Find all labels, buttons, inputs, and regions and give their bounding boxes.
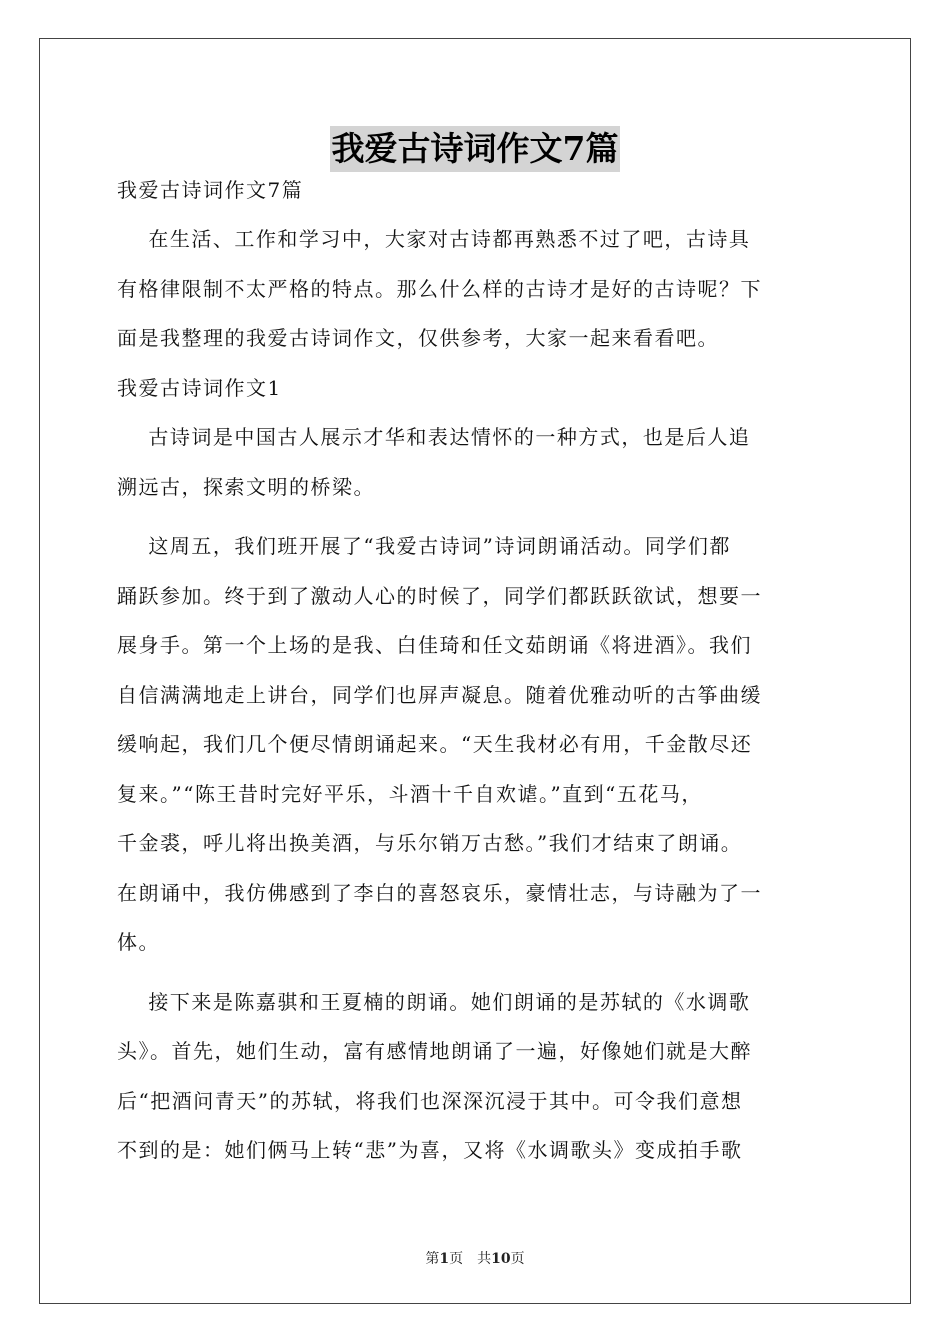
page-footer: [0, 1248, 950, 1268]
text-line: 缓响起，我们几个便尽情朗诵起来。“天生我材必有用，千金散尽还: [117, 732, 753, 756]
text-line: 千金裘，呼儿将出换美酒，与乐尔销万古愁。”我们才结束了朗诵。: [117, 831, 743, 855]
text-line: 在生活、工作和学习中，大家对古诗都再熟悉不过了吧，古诗具: [117, 227, 751, 251]
text-line: 不到的是：她们俩马上转“悲”为喜，又将《水调歌头》变成拍手歌: [117, 1138, 743, 1162]
text-line: 有格律限制不太严格的特点。那么什么样的古诗才是好的古诗呢？下: [117, 277, 762, 301]
text-line: 接下来是陈嘉骐和王夏楠的朗诵。她们朗诵的是苏轼的《水调歌: [117, 990, 751, 1014]
footer-total-suffix: 页: [510, 1251, 525, 1267]
footer-total-pages: 10: [491, 1251, 511, 1267]
text-line: 我爱古诗词作文7篇: [117, 178, 304, 202]
text-line: 踊跃参加。终于到了激动人心的时候了，同学们都跃跃欲试，想要一: [117, 584, 762, 608]
footer-page-suffix: 页 共: [449, 1251, 492, 1267]
text-line: 复来。”“陈王昔时完好平乐，斗酒十千自欢谑。”直到“五花马，: [117, 782, 703, 806]
text-line: 溯远古，探索文明的桥梁。: [117, 475, 375, 499]
text-line: 展身手。第一个上场的是我、白佳琦和任文茹朗诵《将进酒》。我们: [117, 633, 752, 657]
text-line: 自信满满地走上讲台，同学们也屏声凝息。随着优雅动听的古筝曲缓: [117, 683, 762, 707]
document-title: 我爱古诗词作文7篇: [330, 126, 621, 172]
text-line: 后“把酒问青天”的苏轼，将我们也深深沉浸于其中。可令我们意想: [117, 1089, 743, 1113]
text-line: 我爱古诗词作文1: [117, 376, 282, 400]
text-line: 体。: [117, 930, 160, 954]
text-line: 这周五，我们班开展了“我爱古诗词”诗词朗诵活动。同学们都: [117, 534, 731, 558]
text-line: 头》。首先，她们生动，富有感情地朗诵了一遍，好像她们就是大醉: [117, 1039, 752, 1063]
text-line: 面是我整理的我爱古诗词作文，仅供参考，大家一起来看看吧。: [117, 326, 719, 350]
text-line: 古诗词是中国古人展示才华和表达情怀的一种方式，也是后人追: [117, 425, 751, 449]
footer-page-number: 1: [439, 1251, 450, 1267]
title-container: [0, 126, 950, 172]
text-line: 在朗诵中，我仿佛感到了李白的喜怒哀乐，豪情壮志，与诗融为了一: [117, 881, 762, 905]
footer-prefix: 第: [425, 1251, 440, 1267]
